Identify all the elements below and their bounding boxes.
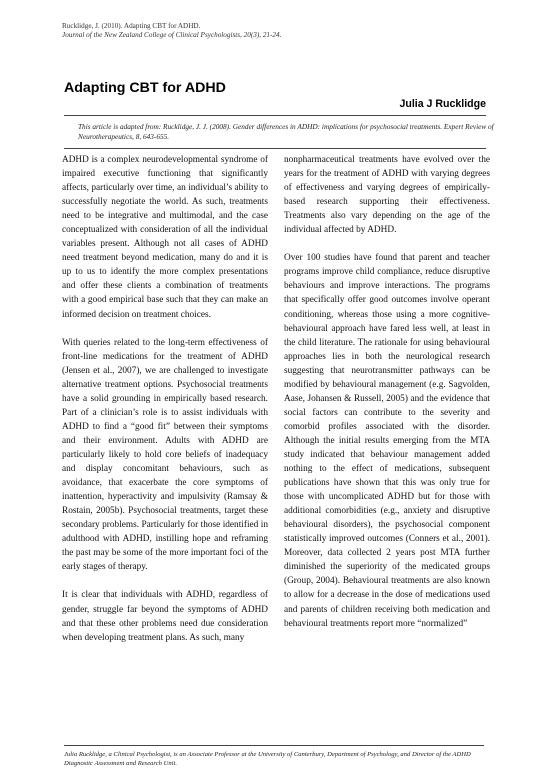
running-head-journal: Journal of the New Zealand College of Clinical Psychologists, 20(3), 21-24. [62,31,282,40]
running-head-citation: Rucklidge, J. (2010). Adapting CBT for ADHD. [62,22,201,30]
article-title: Adapting CBT for ADHD [64,80,226,96]
author-name: Julia J Rucklidge [399,98,486,110]
note-divider [64,148,486,149]
author-footnote: Julia Rucklidge, a Clinical Psychologist, is an Associate Professor at the University of Canterbury, Department of Psychology, and Director of the ADHD Diagnostic Assessment and Research Unit. [64,745,484,769]
body-column-right [284,153,490,631]
paragraph: With queries related to the long-term effectiveness of front-line medications for the treatment of ADHD (Jensen et al., 2007), we are challenged to investigate alternative treatment options. Psychosocial treatments have a solid grounding in empirically based research. Part of a clinician’s role is to assist individuals with ADHD to find a “good fit” between their symptoms and their environment. Adults with ADHD are particularly likely to hold core beliefs of inadequacy and display concomitant behaviours, such as avoidance, that exacerbate the core symptoms of inattention, hyperactivity and impulsivity (Ramsay & Rostain, 2005b). Psychosocial treatments, target these secondary problems. Particularly for those identified in adulthood with ADHD, instilling hope and reframing the past may be some of the more important foci of the early stages of therapy. [62,337,268,573]
paragraph: Over 100 studies have found that parent and teacher programs improve child compliance, reduce disruptive behaviours and improve interactions. The programs that specifically offer good outcomes involve operant conditioning, whereas those using a more cognitive-behavioural approach have fared less well, at least in the child literature. The rationale for using behavioural approaches lies in both the neurological research suggesting that neurotransmitter pathways can be modified by behavioural management (e.g. Sagvolden, Aase, Johansen & Russell, 2005) and the evidence that social factors can contribute to the severity and comorbid profiles associated with the disorder. Although the initial results emerging from the MTA study indicated that behaviour management added nothing to the effect of medications, subsequent publications have shown that this was only true for those with uncomplicated ADHD but for those with additional comorbidities (e.g., anxiety and disruptive behavioural disorders), the psychosocial component statistically improved outcomes (Conners et al., 2001). Moreover, data collected 2 years post MTA further diminished the superiority of the medicated groups (Group, 2004). Behavioural treatments are also known to allow for a decrease in the dose of medications used and parents of children receiving both medication and behavioural treatments report more “normalized” [284,253,490,629]
adapted-from-note: This article is adapted from: Rucklidge, J. J. (2008). Gender differences in ADHD: implications for psychosocial treatments. Expert Review of Neurotherapeutics, 8, 643-655. [78,122,494,142]
paragraph: nonpharmaceutical treatments have evolved over the years for the treatment of ADHD with varying degrees of effectiveness and varying degrees of empirically-based research supporting their effectiveness. Treatments also vary depending on the age of the individual affected by ADHD. [284,155,490,236]
title-divider [64,115,486,116]
body-column-left [62,153,268,645]
paragraph: It is clear that individuals with ADHD, regardless of gender, struggle far beyond the symptoms of ADHD and that these other problems need due consideration when developing treatment plans. As such, many [62,590,268,643]
running-head [62,22,502,40]
paragraph: ADHD is a complex neurodevelopmental syndrome of impaired executive functioning that significantly affects, particularly over time, an individual’s ability to successfully negotiate the world. As such, treatments need to be integrative and multimodal, and the case conceptualized with consideration of all the individual variables present. Although not all cases of ADHD need treatment beyond medication, many do and it is up to us to identify the more complex presentations and offer these clients a combination of treatments with a good empirical base such that they can make an informed decision on treatment choices. [62,155,268,320]
